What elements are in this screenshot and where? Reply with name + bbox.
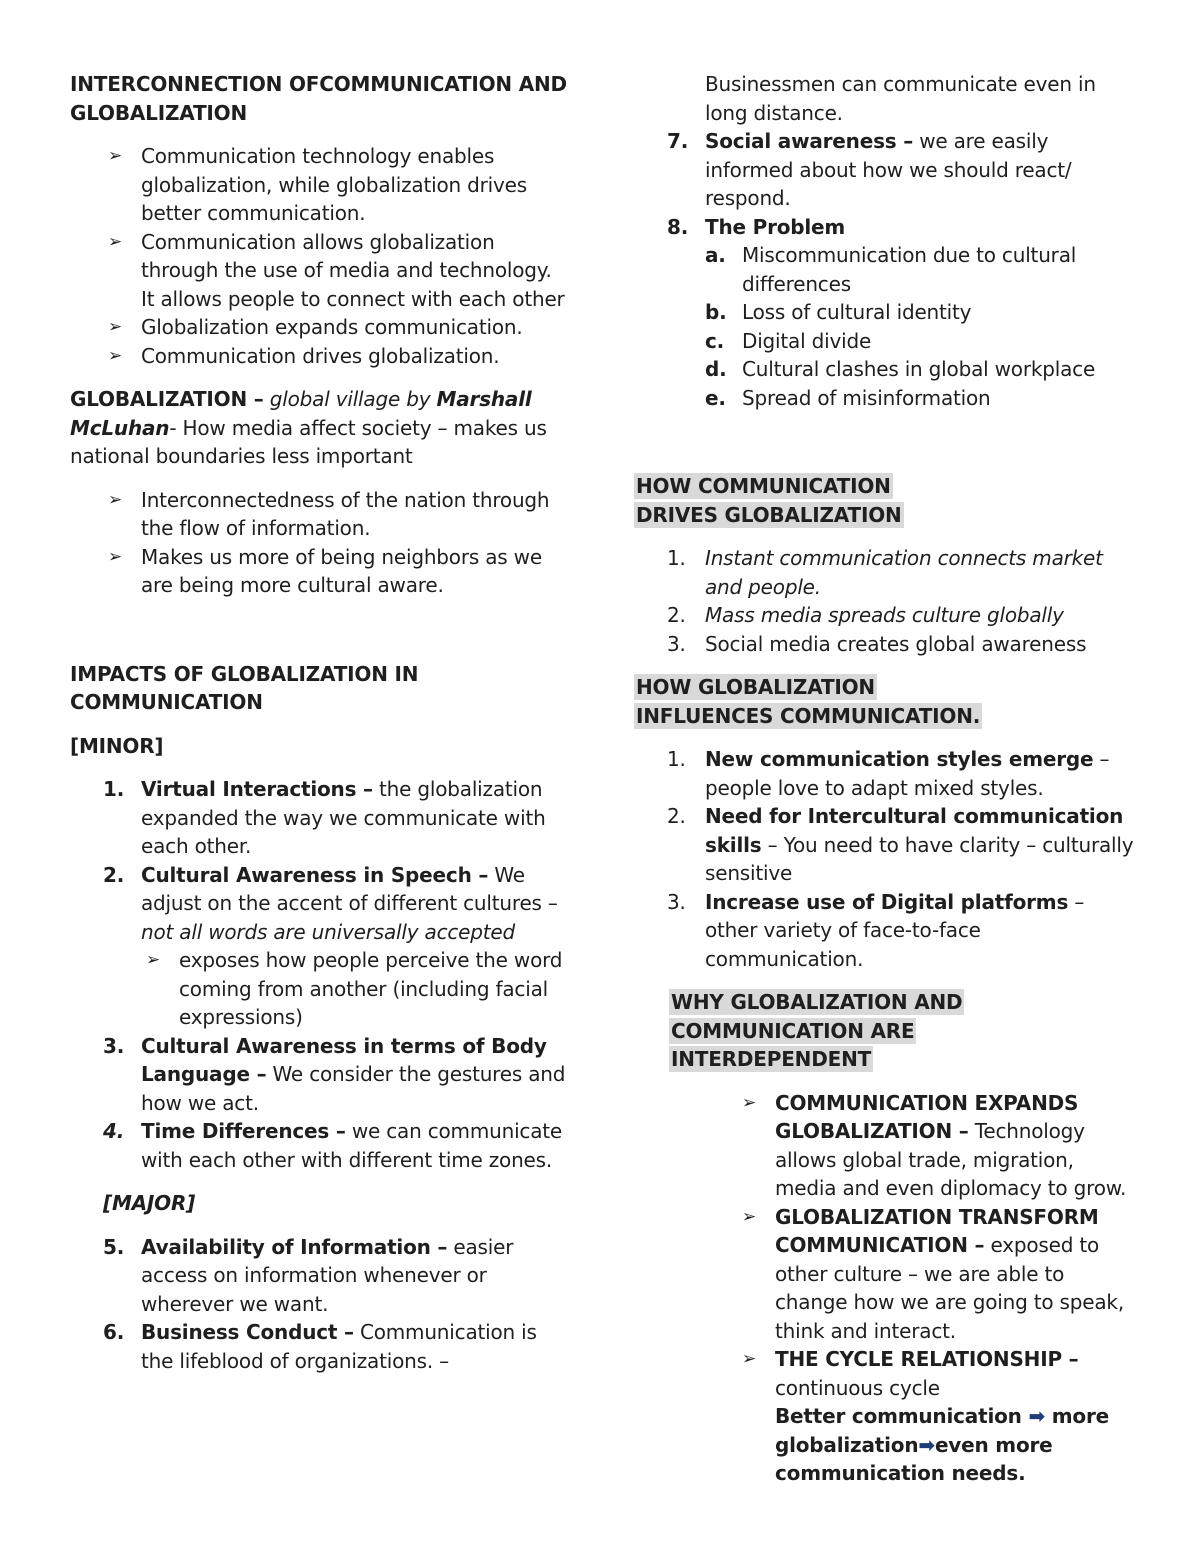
item-text: the globalization expanded the way we communicate with each other. xyxy=(141,777,546,858)
list-item xyxy=(70,1233,570,1319)
item-text: – other variety of face-to-face communication. xyxy=(705,889,1085,971)
definition-rest: - How media affect society – makes us national boundaries less important xyxy=(70,415,547,468)
list-item: ➢ Communication technology enables globalization, while globalization drives better communication. xyxy=(70,142,570,228)
list-item xyxy=(70,1117,570,1174)
item-number: 8. xyxy=(667,214,689,239)
list-item xyxy=(704,1203,1134,1346)
item-number: 7. xyxy=(667,129,689,153)
list-item xyxy=(634,802,1134,888)
item-number: 3. xyxy=(103,1033,125,1058)
sub-bullets xyxy=(108,946,570,1032)
item-number: 3. xyxy=(667,889,686,914)
list-item: ➢ Interconnectedness of the nation through the flow of information. xyxy=(70,486,570,543)
influences-list xyxy=(634,745,1134,973)
item-letter: b. xyxy=(705,300,727,324)
item-text: We adjust on the accent of different cultures – xyxy=(141,862,558,915)
list-item xyxy=(705,298,1134,327)
list-item: ➢ Communication drives globalization. xyxy=(70,342,570,371)
item-text: exposed to other culture – we are able to change how we are going to speak, think and interact. xyxy=(775,1233,1124,1343)
item-text: Loss of cultural identity xyxy=(742,300,972,324)
why-list xyxy=(704,1089,1134,1488)
major-impacts-list xyxy=(70,1233,570,1376)
cycle-part-1: Better communication xyxy=(775,1404,1022,1428)
interconnection-bullets xyxy=(70,142,570,370)
list-item: ➢ exposes how people perceive the word coming from another (including facial expressions) xyxy=(108,946,570,1032)
major-label: [MAJOR] xyxy=(103,1191,196,1215)
drives-list xyxy=(634,544,1134,658)
impacts-continued-list xyxy=(634,127,1134,412)
list-item xyxy=(634,213,1134,413)
global-village-text: global village by xyxy=(269,387,431,411)
item-term: Cultural Awareness in Speech – xyxy=(141,862,489,887)
list-item xyxy=(634,630,1134,659)
globalization-definition xyxy=(70,385,570,471)
item-text: Cultural clashes in global workplace xyxy=(742,357,1096,381)
section-title-interconnection: INTERCONNECTION OFCOMMUNICATION AND GLOBALIZATION xyxy=(70,72,567,125)
right-column xyxy=(634,70,1134,1488)
item-number: 1. xyxy=(667,546,686,570)
item-term: Social awareness – xyxy=(705,129,914,153)
right-arrow-icon: ➡ xyxy=(918,1432,935,1457)
item-term: Need for Intercultural communication skills xyxy=(705,804,1124,857)
globalization-term: GLOBALIZATION – xyxy=(70,387,264,411)
item-text: We consider the gestures and how we act. xyxy=(141,1062,566,1115)
item-text: Communication is the lifeblood of organizations. – xyxy=(141,1320,537,1373)
item-text: continuous cycle xyxy=(775,1375,940,1400)
list-item xyxy=(70,861,570,1032)
item-number: 4. xyxy=(103,1119,125,1143)
item-letter: c. xyxy=(705,328,725,353)
list-item xyxy=(705,355,1134,384)
minor-impacts-list xyxy=(70,775,570,1174)
item-term: Cultural Awareness in terms of Body Language – xyxy=(141,1033,547,1086)
list-item xyxy=(704,1089,1134,1203)
list-item xyxy=(634,544,1134,601)
item-letter: a. xyxy=(705,243,726,267)
left-column xyxy=(70,70,570,1375)
item-term: The Problem xyxy=(705,214,846,239)
item-number: 2. xyxy=(667,603,686,627)
item-text: Instant communication connects market and people. xyxy=(705,546,1103,599)
list-item xyxy=(70,1318,570,1375)
item-number: 1. xyxy=(667,747,686,771)
item-text: Mass media spreads culture globally xyxy=(705,603,1064,627)
list-item xyxy=(704,1345,1134,1488)
list-item xyxy=(705,327,1134,356)
item-text: Spread of misinformation xyxy=(742,385,991,410)
item-term: Availability of Information – xyxy=(141,1234,448,1259)
item-text: Digital divide xyxy=(742,328,872,353)
list-item xyxy=(70,775,570,861)
section-title-why: WHY GLOBALIZATION AND COMMUNICATION ARE INTERDEPENDENT xyxy=(671,990,963,1071)
item-number: 2. xyxy=(103,862,125,887)
item-number: 5. xyxy=(103,1234,125,1259)
list-item: ➢ Globalization expands communication. xyxy=(70,313,570,342)
list-item xyxy=(634,745,1134,802)
list-item: ➢ Makes us more of being neighbors as we are being more cultural aware. xyxy=(70,543,570,600)
item-term: New communication styles emerge xyxy=(705,747,1094,771)
item-italic: not all words are universally accepted xyxy=(141,919,516,944)
item-number: 6. xyxy=(103,1320,125,1344)
item-term: Time Differences – xyxy=(141,1119,346,1143)
item-number: 1. xyxy=(103,777,125,801)
item-text: – You need to have clarity – culturally sensitive xyxy=(705,832,1134,885)
section-title-drives: HOW COMMUNICATION DRIVES GLOBALIZATION xyxy=(636,474,902,527)
list-item xyxy=(634,127,1134,213)
right-arrow-icon: ➡ xyxy=(1028,1404,1046,1428)
problem-list xyxy=(705,241,1134,412)
item-term: Business Conduct – xyxy=(141,1320,354,1344)
globalization-bullets xyxy=(70,486,570,600)
item-letter: e. xyxy=(705,385,726,410)
item-term: THE CYCLE RELATIONSHIP – xyxy=(775,1347,1079,1371)
item-text: Social media creates global awareness xyxy=(705,631,1087,656)
cycle-statement xyxy=(775,1402,1134,1488)
list-item xyxy=(634,888,1134,974)
section-title-impacts: IMPACTS OF GLOBALIZATION IN COMMUNICATION xyxy=(70,661,419,714)
item-term: Virtual Interactions – xyxy=(141,777,373,801)
list-item xyxy=(634,601,1134,630)
list-item xyxy=(70,1032,570,1118)
cycle-part-2: more globalization xyxy=(775,1404,1109,1457)
item-letter: d. xyxy=(705,357,727,381)
author-name: Marshall McLuhan xyxy=(70,387,532,440)
item-text: – people love to adapt mixed styles. xyxy=(705,747,1110,800)
item-text: Technology allows global trade, migration, media and even diplomacy to grow. xyxy=(775,1119,1127,1200)
item-text: Miscommunication due to cultural differences xyxy=(742,243,1077,296)
item-text: we can communicate with each other with different time zones. xyxy=(141,1119,563,1172)
section-title-influences: HOW GLOBALIZATION INFLUENCES COMMUNICATION. xyxy=(636,675,981,728)
list-item xyxy=(705,241,1134,298)
list-item: ➢ Communication allows globalization through the use of media and technology. It allows people to connect with each other xyxy=(70,228,570,314)
item-text: we are easily informed about how we should react/ respond. xyxy=(705,129,1072,210)
minor-label: [MINOR] xyxy=(70,733,164,758)
continuation-text: Businessmen can communicate even in long distance. xyxy=(705,72,1096,125)
item-number: 2. xyxy=(667,804,686,828)
item-text: easier access on information whenever or wherever we want. xyxy=(141,1234,514,1316)
item-term: Increase use of Digital platforms xyxy=(705,889,1069,914)
item-term: COMMUNICATION EXPANDS GLOBALIZATION – xyxy=(775,1090,1079,1143)
cycle-part-3: even more communication needs. xyxy=(775,1432,1053,1485)
item-term: GLOBALIZATION TRANSFORM COMMUNICATION – xyxy=(775,1204,1099,1257)
item-number: 3. xyxy=(667,631,686,656)
list-item xyxy=(705,384,1134,413)
